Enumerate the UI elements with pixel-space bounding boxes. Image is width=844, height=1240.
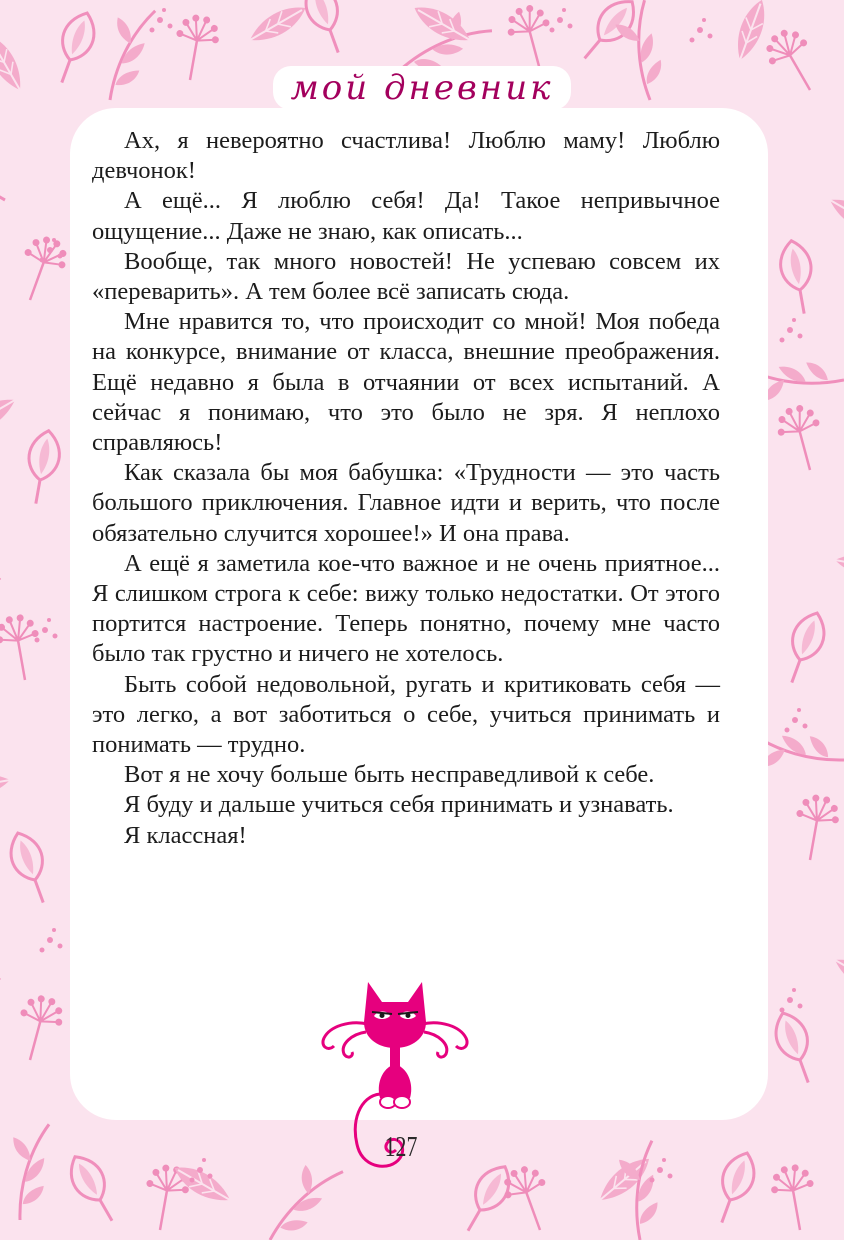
- paragraph: Вот я не хочу больше быть несправедливой к себе.: [124, 761, 655, 789]
- paragraph: Быть собой недовольной, ругать и критиковать себя — это легко, а вот заботиться о себе, учиться принимать и понимать — трудно.: [92, 670, 720, 759]
- paragraph: Ах, я невероятно счастлива! Люблю маму! Люблю девчонок!: [92, 127, 720, 185]
- diary-title-text: мой дневник: [273, 66, 572, 110]
- paragraph: Как сказала бы моя бабушка: «Трудности — это часть большого приключения. Главное идти и верить, что после обязательно случится хорошее!» И она права.: [92, 459, 720, 547]
- paragraph: А ещё я заметила кое-что важное и не очень приятное... Я слишком строга к себе: вижу только недостатки. От этого портится настроение. Теперь понятно, почему мне часто было так грустно и ничего не хотелось.: [92, 549, 720, 668]
- page-number: 127: [384, 1132, 418, 1163]
- diary-title: [0, 68, 844, 108]
- paragraph: Я буду и дальше учиться себя принимать и узнавать.: [124, 791, 674, 819]
- paragraph: А ещё... Я люблю себя! Да! Такое непривычное ощущение... Даже не знаю, как описать...: [92, 187, 720, 245]
- diary-text: [92, 126, 720, 851]
- paragraph: Вообще, так много новостей! Не успеваю совсем их «переварить». А тем более всё записать сюда.: [92, 247, 720, 306]
- paragraph: Мне нравится то, что происходит со мной! Моя победа на конкурсе, внимание от класса, внешние преображения. Ещё недавно я была в отчаянии от всех испытаний. А сейчас я понимаю, что это было не зря. Я неплохо справляюсь!: [92, 308, 720, 457]
- paragraph: Я классная!: [124, 821, 247, 849]
